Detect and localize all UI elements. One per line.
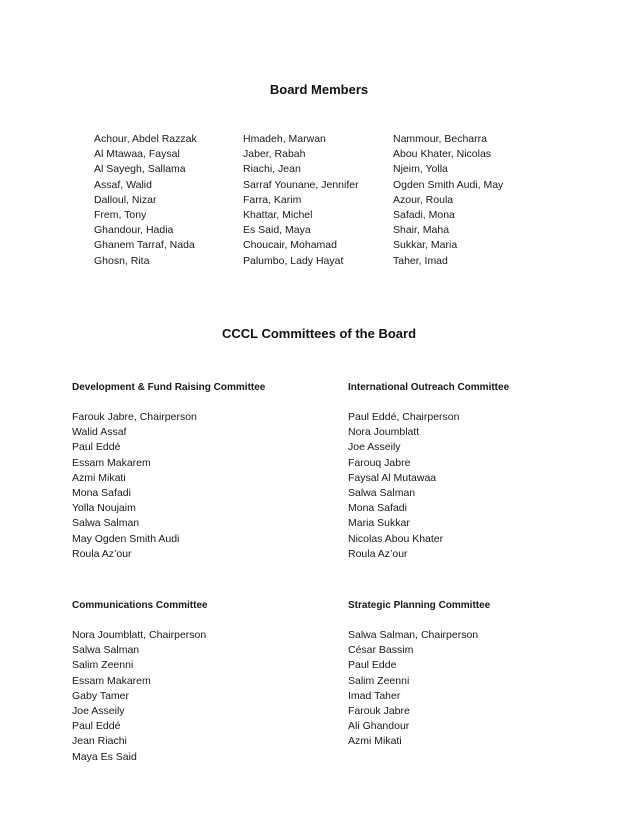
member-name: Paul Eddé	[72, 720, 121, 733]
member-name: César Bassim	[348, 644, 414, 657]
member-name: Salim Zeenni	[72, 659, 134, 672]
international-committee-members	[348, 410, 460, 562]
member-name: Riachi, Jean	[243, 163, 301, 176]
member-name: Jaber, Rabah	[243, 148, 306, 161]
member-name: Jean Riachi	[72, 735, 127, 748]
member-name: Roula Az’our	[72, 547, 132, 560]
member-name: Sarraf Younane, Jennifer	[243, 178, 359, 191]
member-name: Gaby Tamer	[72, 689, 129, 702]
member-name: Shair, Maha	[393, 224, 450, 237]
member-name: Mona Safadi	[348, 502, 407, 515]
member-name: Paul Edde	[348, 659, 397, 672]
member-name: Frem, Tony	[94, 208, 147, 221]
member-name: Maya Es Said	[72, 750, 137, 763]
member-name: Salwa Salman	[72, 644, 140, 657]
member-name: Farouk Jabre	[348, 704, 410, 717]
member-name: Joe Asseily	[72, 704, 125, 717]
board-column-1	[94, 132, 197, 269]
member-name: Joe Asseily	[348, 441, 401, 454]
member-name: Farouq Jabre	[348, 456, 411, 469]
member-name: Mona Safadi	[72, 486, 131, 499]
member-name: Essam Makarem	[72, 674, 151, 687]
member-name: Azmi Mikati	[72, 471, 126, 484]
international-committee-title: International Outreach Committee	[348, 382, 510, 393]
development-committee-title: Development & Fund Raising Committee	[72, 382, 266, 393]
member-name: Khattar, Michel	[243, 208, 313, 221]
member-name: Imad Taher	[348, 689, 401, 702]
member-name: Salwa Salman, Chairperson	[348, 629, 479, 641]
board-column-3	[393, 132, 503, 269]
member-name: Faysal Al Mutawaa	[348, 471, 437, 484]
member-name: Maria Sukkar	[348, 517, 410, 530]
communications-committee-title: Communications Committee	[72, 600, 208, 611]
member-name: Ghanem Tarraf, Nada	[94, 239, 195, 252]
member-name: Nora Joumblatt, Chairperson	[72, 629, 207, 641]
member-name: Salwa Salman	[72, 517, 140, 530]
member-name: Njeim, Yolla	[393, 163, 448, 176]
member-name: Farra, Karim	[243, 193, 302, 206]
member-name: Azour, Roula	[393, 193, 454, 206]
member-name: Yolla Noujaim	[72, 502, 136, 515]
member-name: Nora Joumblatt	[348, 426, 420, 439]
member-name: Abou Khater, Nicolas	[393, 148, 492, 161]
communications-committee-members	[72, 628, 206, 765]
member-name: Palumbo, Lady Hayat	[243, 254, 344, 267]
member-name: Choucair, Mohamad	[243, 239, 337, 252]
member-name: May Ogden Smith Audi	[72, 532, 180, 545]
member-name: Farouk Jabre, Chairperson	[72, 411, 197, 423]
committees-heading: CCCL Committees of the Board	[221, 326, 417, 341]
member-name: Azmi Mikati	[348, 735, 402, 748]
development-committee-members	[72, 410, 197, 562]
member-name: Paul Eddé	[72, 441, 121, 454]
member-name: Safadi, Mona	[393, 208, 455, 221]
member-name: Achour, Abdel Razzak	[94, 133, 197, 145]
member-name: Salwa Salman	[348, 486, 416, 499]
member-name: Walid Assaf	[72, 426, 127, 439]
strategic-committee-title: Strategic Planning Committee	[348, 600, 491, 611]
member-name: Nammour, Becharra	[393, 133, 487, 145]
member-name: Hmadeh, Marwan	[243, 133, 326, 145]
member-name: Ghandour, Hadia	[94, 224, 174, 237]
member-name: Ogden Smith Audi, May	[393, 178, 504, 191]
member-name: Al Sayegh, Sallama	[94, 163, 186, 176]
member-name: Nicolas Abou Khater	[348, 532, 444, 545]
board-members-heading: Board Members	[269, 82, 369, 97]
strategic-committee-members	[348, 628, 478, 750]
member-name: Roula Az’our	[348, 547, 408, 560]
board-column-2	[243, 132, 359, 269]
member-name: Salim Zeenni	[348, 674, 410, 687]
member-name: Assaf, Walid	[94, 178, 152, 191]
member-name: Paul Eddé, Chairperson	[348, 411, 460, 423]
member-name: Ali Ghandour	[348, 720, 410, 733]
member-name: Dalloul, Nizar	[94, 193, 157, 206]
member-name: Essam Makarem	[72, 456, 151, 469]
member-name: Taher, Imad	[393, 254, 448, 267]
member-name: Al Mtawaa, Faysal	[94, 148, 180, 161]
member-name: Es Said, Maya	[243, 224, 311, 237]
member-name: Ghosn, Rita	[94, 254, 150, 267]
board-members-list	[94, 132, 564, 277]
member-name: Sukkar, Maria	[393, 239, 458, 252]
